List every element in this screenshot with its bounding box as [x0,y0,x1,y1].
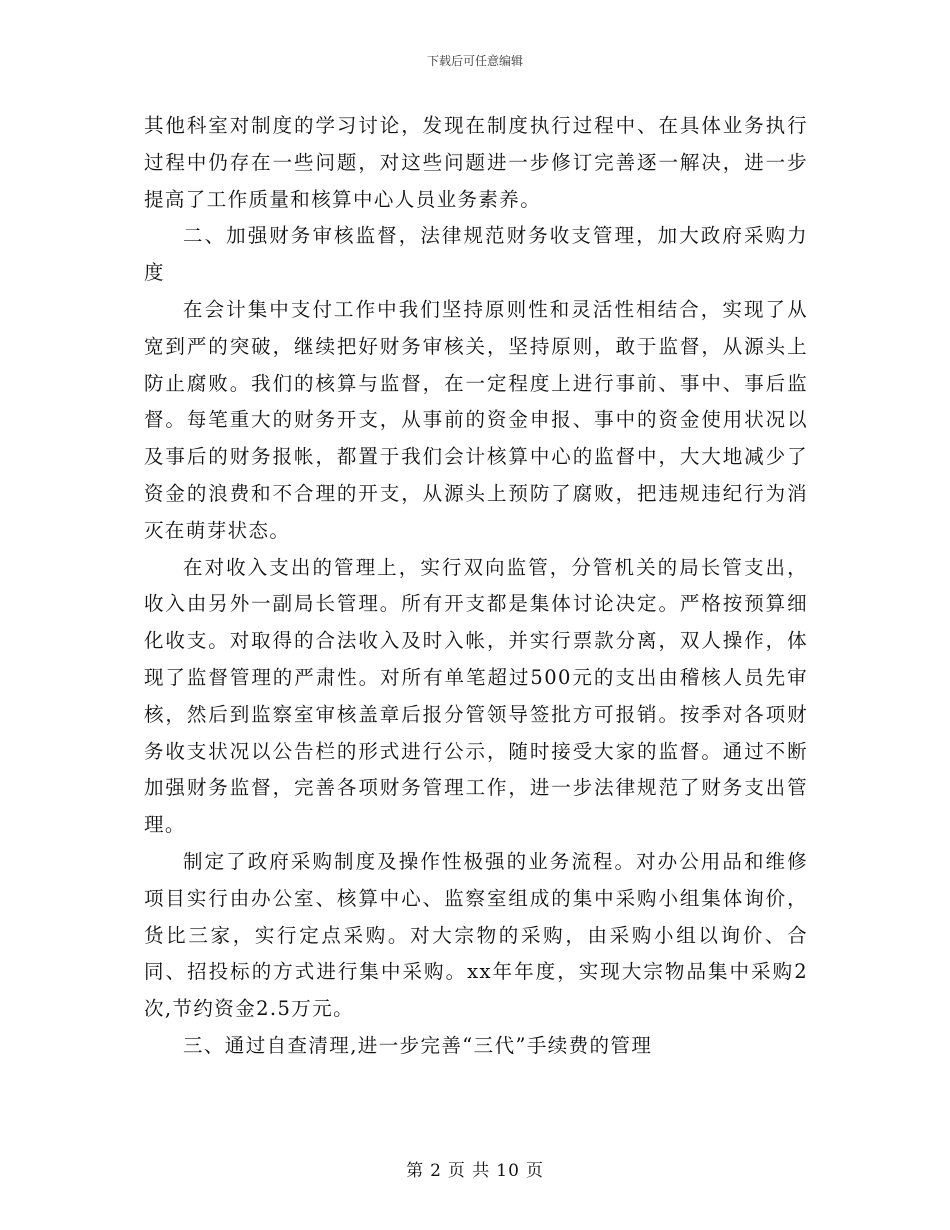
document-body [144,108,808,1065]
current-page-number: 2 [430,1161,442,1181]
paragraph-1: 其他科室对制度的学习讨论，发现在制度执行过程中、在具体业务执行过程中仍存在一些问题，对这些问题进一步修订完善逐一解决，进一步提高了工作质量和核算中心人员业务素养。 [144,114,808,211]
page-footer [0,1156,950,1181]
section-heading-3: 三、通过自查清理,进一步完善“三代”手续费的管理 [183,1033,653,1057]
page-header-note: 下载后可任意编辑 [426,54,523,68]
footer-suffix: 页 [525,1161,544,1181]
section-heading-2: 二、加强财务审核监督，法律规范财务收支管理，加大政府采购力度 [144,224,808,285]
paragraph-procurement: 制定了政府采购制度及操作性极强的业务流程。对办公用品和维修项目实行由办公室、核算中心、监察室组成的集中采购小组集体询价，货比三家，实行定点采购。对大宗物的采购，由采购小组以询价、合同、招投标的方式进行集中采购。xx年年度，实现大宗物品集中采购2次,节约资金2.5万元。 [144,849,808,1021]
footer-middle: 页 共 [447,1161,491,1181]
paragraph-audit: 在会计集中支付工作中我们坚持原则性和灵活性相结合，实现了从宽到严的突破，继续把好财务审核关，坚持原则，敢于监督，从源头上防止腐败。我们的核算与监督，在一定程度上进行事前、事中、事后监督。每笔重大的财务开支，从事前的资金申报、事中的资金使用状况以及事后的财务报帐，都置于我们会计核算中心的监督中，大大地减少了资金的浪费和不合理的开支，从源头上预防了腐败，把违规违纪行为消灭在萌芽状态。 [144,297,808,542]
footer-prefix: 第 [406,1161,425,1181]
total-page-number: 10 [496,1161,520,1181]
paragraph-income-expense: 在对收入支出的管理上，实行双向监管，分管机关的局长管支出，收入由另外一副局长管理。所有开支都是集体讨论决定。严格按预算细化收支。对取得的合法收入及时入帐，并实行票款分离，双人操作，体现了监督管理的严肃性。对所有单笔超过500元的支出由稽核人员先审核，然后到监察室审核盖章后报分管领导签批方可报销。按季对各项财务收支状况以公告栏的形式进行公示，随时接受大家的监督。通过不断加强财务监督，完善各项财务管理工作，进一步法律规范了财务支出管理。 [144,555,808,837]
